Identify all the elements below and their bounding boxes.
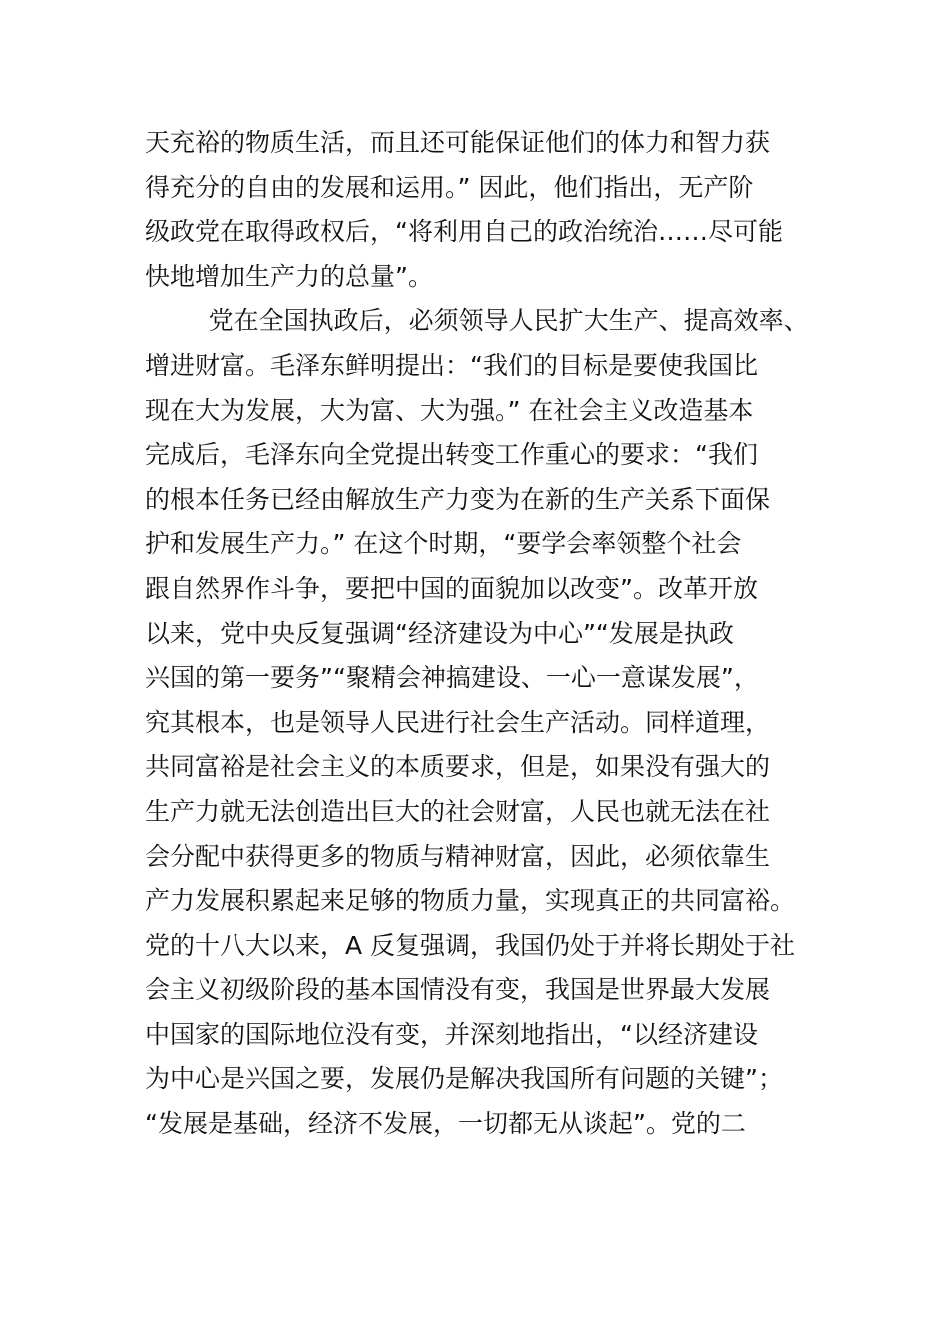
text-line-8: 完成后，毛泽东向全党提出转变工作重心的要求：“我们 — [145, 440, 758, 470]
text-line-15: 共同富裕是社会主义的本质要求，但是，如果没有强大的 — [145, 752, 771, 782]
text-line-3: 级政党在取得政权后，“将利用自己的政治统治……尽可能 — [145, 217, 783, 247]
text-line-4: 快地增加生产力的总量”。 — [145, 261, 433, 291]
text-line-7: 现在大为发展，大为富、大为强。” 在社会主义改造基本 — [145, 395, 754, 425]
text-line-22: 为中心是兴国之要，发展仍是解决我国所有问题的关键”； — [145, 1064, 783, 1094]
text-line-17: 会分配中获得更多的物质与精神财富，因此，必须依靠生 — [145, 841, 771, 871]
text-line-12: 以来，党中央反复强调“经济建设为中心”“发展是执政 — [145, 618, 734, 648]
text-line-10: 护和发展生产力。” 在这个时期，“要学会率领整个社会 — [145, 529, 742, 559]
text-line-1: 天充裕的物质生活，而且还可能保证他们的体力和智力获 — [145, 128, 771, 157]
text-line-6: 增进财富。毛泽东鲜明提出：“我们的目标是要使我国比 — [145, 350, 758, 380]
text-line-20: 会主义初级阶段的基本国情没有变，我国是世界最大发展 — [145, 975, 771, 1005]
text-line-19: 党的十八大以来，A 反复强调，我国仍处于并将长期处于社 — [145, 930, 796, 960]
text-line-9: 的根本任务已经由解放生产力变为在新的生产关系下面保 — [145, 484, 771, 514]
text-line-14: 究其根本，也是领导人民进行社会生产活动。同样道理， — [145, 707, 771, 737]
text-line-5: 党在全国执政后，必须领导人民扩大生产、提高效率、 — [145, 306, 809, 336]
text-line-23: “发展是基础，经济不发展，一切都无从谈起”。党的二 — [145, 1109, 746, 1139]
body-text — [145, 121, 820, 1147]
text-line-21: 中国家的国际地位没有变，并深刻地指出，“以经济建设 — [145, 1019, 758, 1049]
text-line-2: 得充分的自由的发展和运用。” 因此，他们指出，无产阶 — [145, 172, 754, 202]
text-line-18: 产力发展积累起来足够的物质力量，实现真正的共同富裕。 — [145, 886, 796, 916]
text-line-11: 跟自然界作斗争，要把中国的面貌加以改变”。改革开放 — [145, 573, 758, 603]
text-line-16: 生产力就无法创造出巨大的社会财富，人民也就无法在社 — [145, 796, 771, 826]
text-line-13: 兴国的第一要务”“聚精会神搞建设、一心一意谋发展”， — [145, 663, 759, 693]
